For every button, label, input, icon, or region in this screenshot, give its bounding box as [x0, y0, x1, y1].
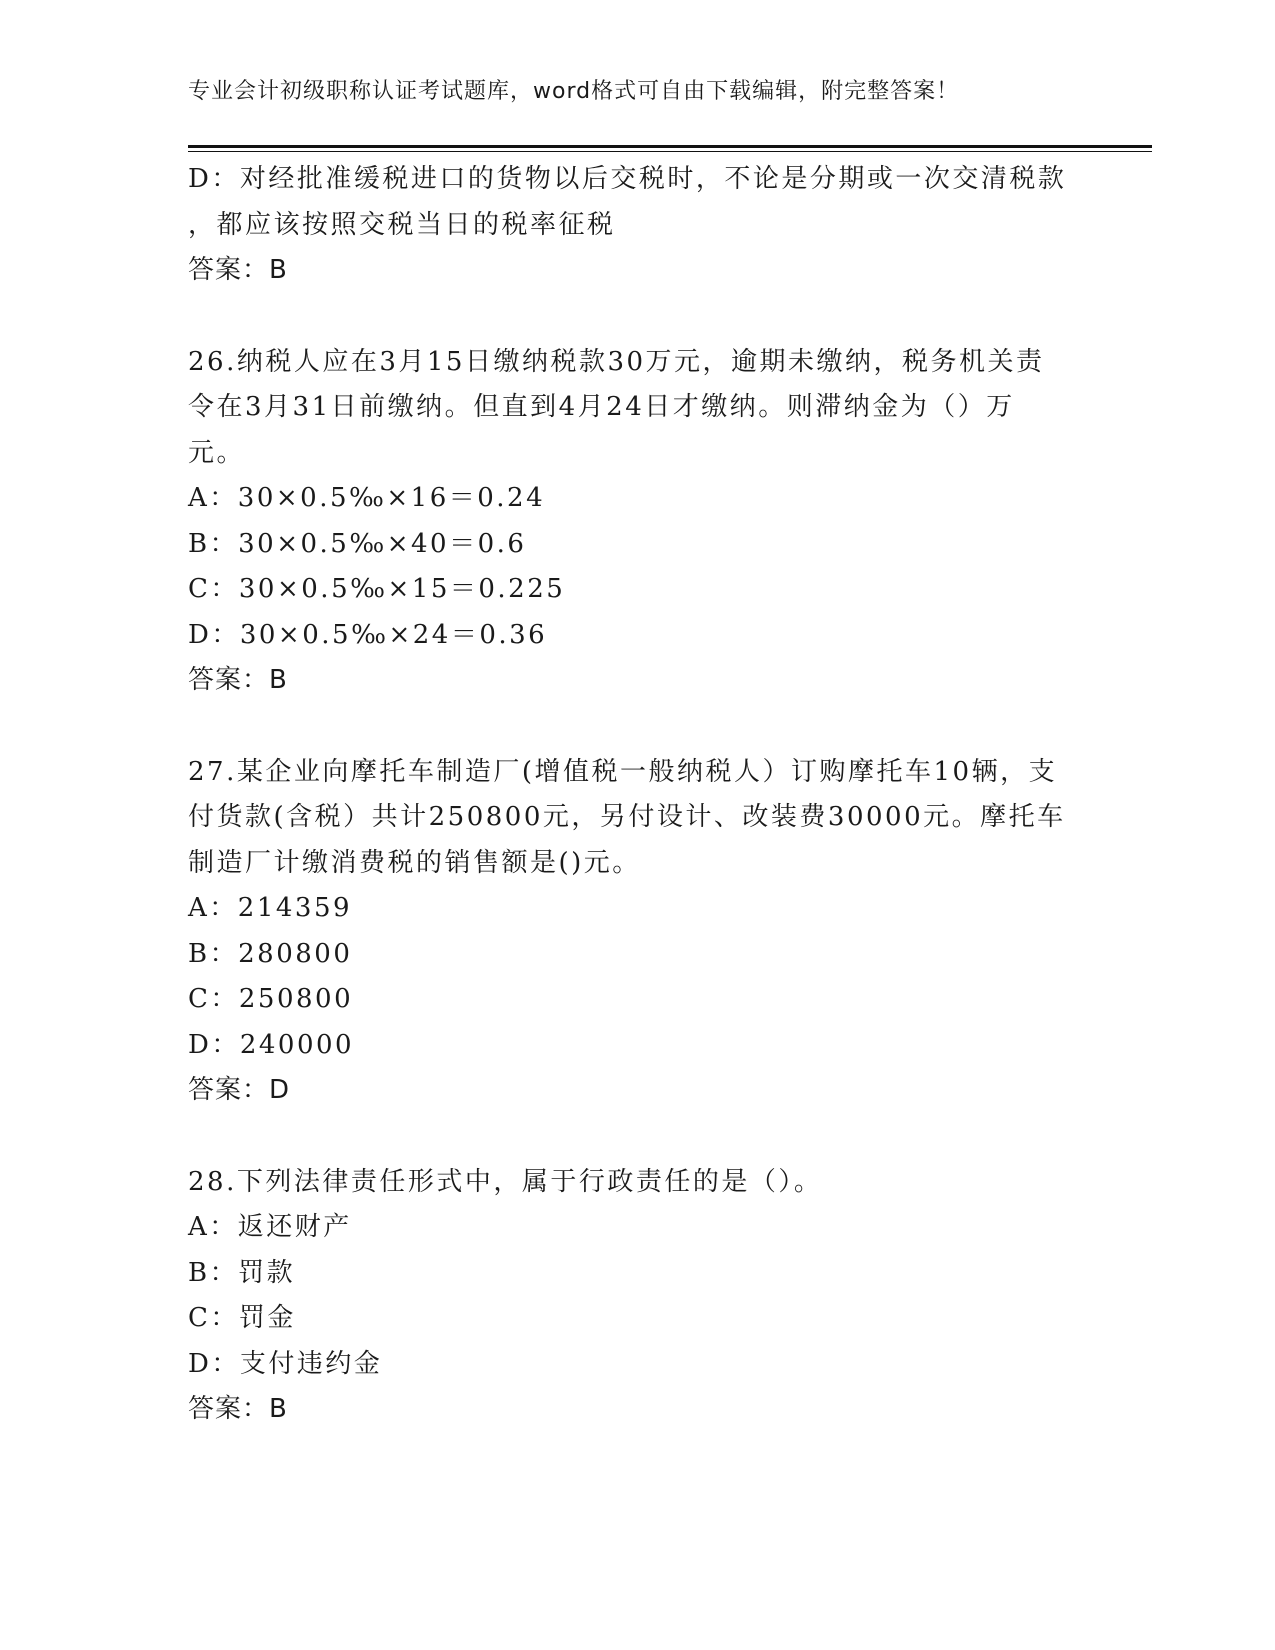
question-stem: 付货款(含税）共计250800元，另付设计、改装费30000元。摩托车 [188, 802, 1066, 832]
page-header: 专业会计初级职称认证考试题库，word格式可自由下载编辑，附完整答案！ [188, 79, 960, 104]
question-stem: 28.下列法律责任形式中，属于行政责任的是（）。 [188, 1166, 823, 1197]
spacer [188, 1114, 1088, 1160]
answer: 答案：B [188, 665, 288, 695]
option-d: D：支付违约金 [188, 1348, 383, 1379]
option-b: B：罚款 [188, 1257, 296, 1288]
option-b: B：280800 [188, 938, 353, 969]
answer: 答案：D [188, 1075, 291, 1105]
question-28 [188, 1160, 1088, 1433]
question-content [188, 157, 1088, 1433]
header-rule-thin [188, 151, 1152, 152]
spacer [188, 294, 1088, 340]
previous-question-tail [188, 157, 1088, 294]
option-a: A：返还财产 [188, 1212, 352, 1242]
question-stem: 制造厂计缴消费税的销售额是()元。 [188, 847, 641, 878]
option-d: D：对经批准缓税进口的货物以后交税时，不论是分期或一次交清税款 [188, 164, 1067, 194]
option-b: B：30×0.5‰×40＝0.6 [188, 528, 527, 559]
option-d-continued: ，都应该按照交税当日的税率征税 [188, 209, 616, 240]
spacer [188, 704, 1088, 750]
question-stem: 元。 [188, 437, 246, 468]
question-stem: 令在3月31日前缴纳。但直到4月24日才缴纳。则滞纳金为（）万 [188, 392, 1015, 422]
option-d: D：240000 [188, 1029, 355, 1060]
option-c: C：250800 [188, 984, 354, 1014]
option-d: D：30×0.5‰×24＝0.36 [188, 619, 548, 650]
answer: 答案：B [188, 255, 288, 285]
question-27 [188, 750, 1088, 1114]
option-a: A：30×0.5‰×16＝0.24 [188, 483, 546, 513]
option-c: C：罚金 [188, 1303, 296, 1333]
question-stem: 26.纳税人应在3月15日缴纳税款30万元，逾期未缴纳，税务机关责 [188, 346, 1045, 377]
answer: 答案：B [188, 1394, 288, 1424]
question-26 [188, 340, 1088, 704]
question-stem: 27.某企业向摩托车制造厂(增值税一般纳税人）订购摩托车10辆，支 [188, 756, 1058, 787]
header-rule-thick [188, 145, 1152, 148]
option-c: C：30×0.5‰×15＝0.225 [188, 574, 566, 604]
option-a: A：214359 [188, 893, 353, 923]
